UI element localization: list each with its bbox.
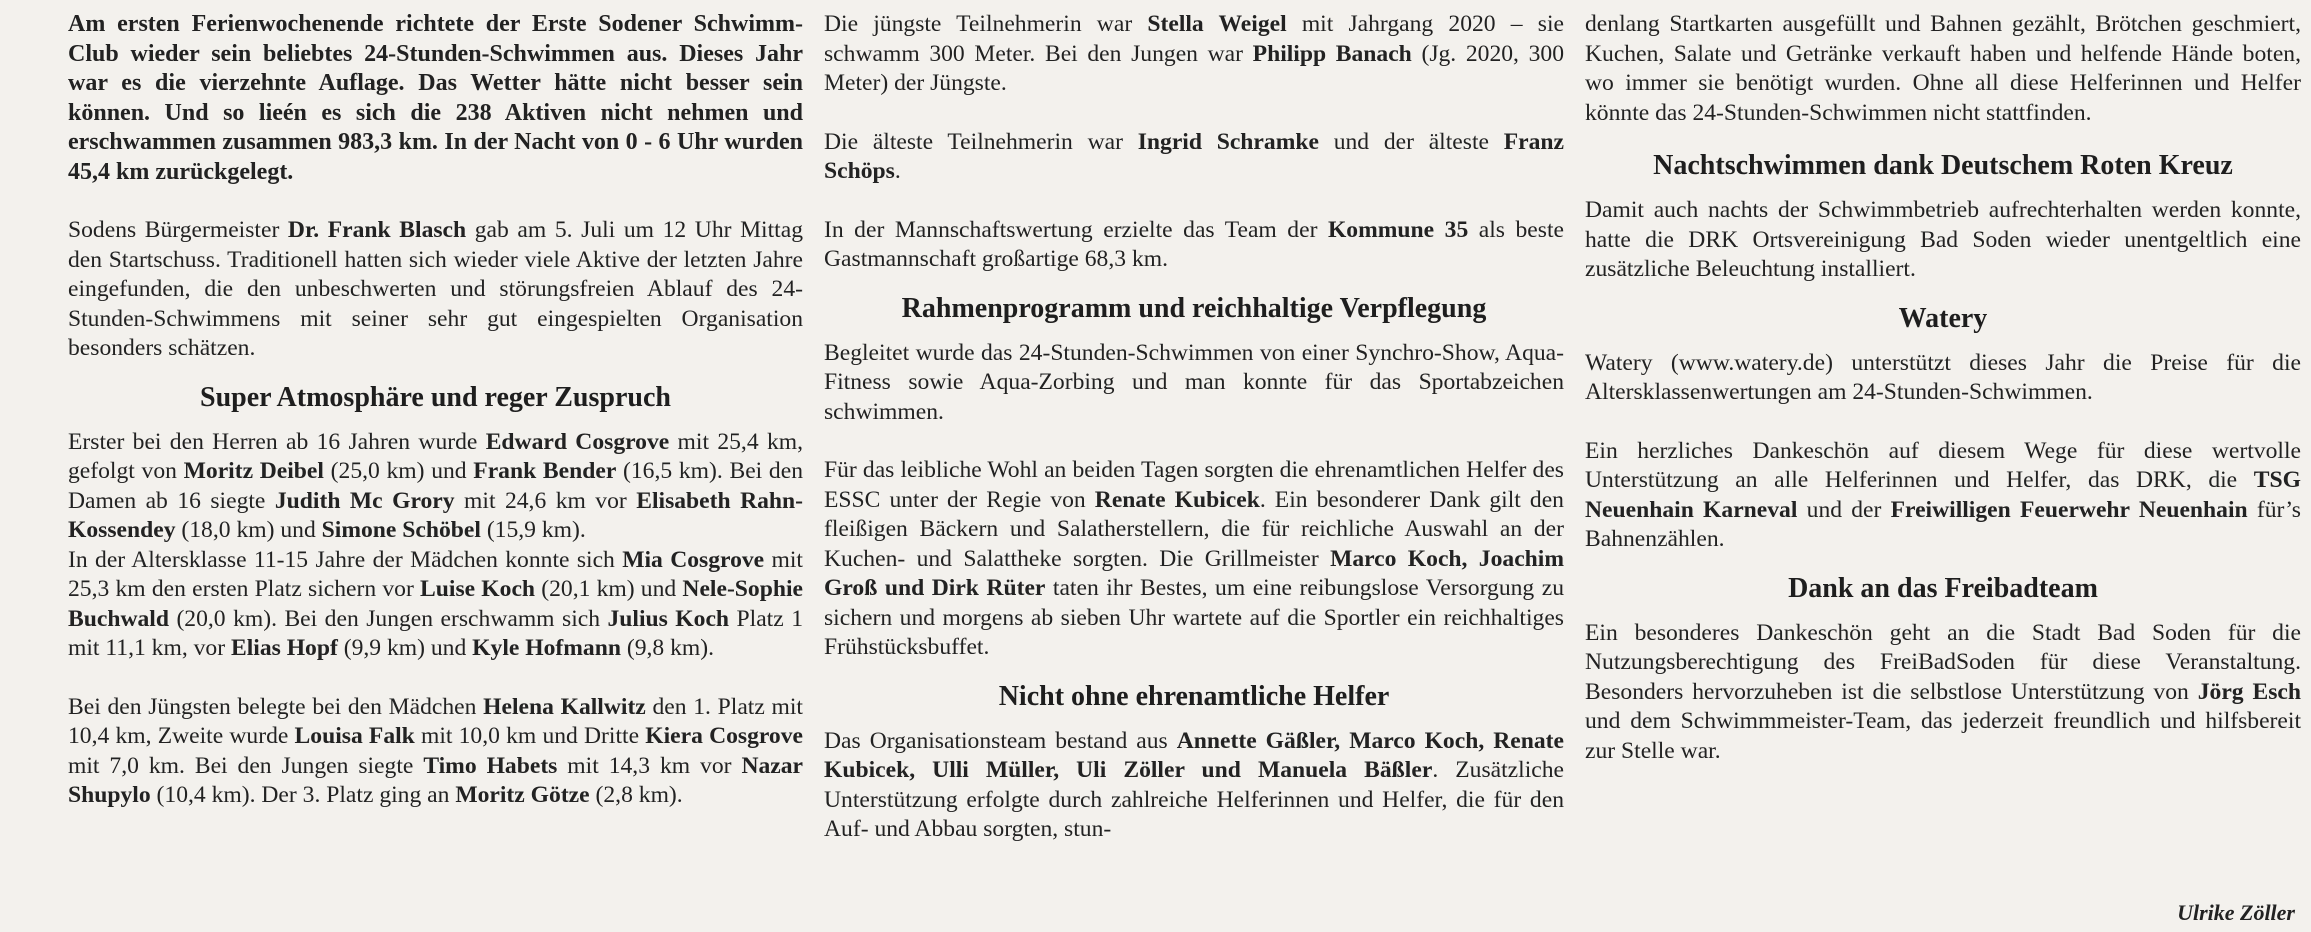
author-signature: Ulrike Zöller (2177, 900, 2295, 925)
column-2 (824, 10, 1564, 932)
paragraph: Die jüngste Teilnehmerin war Stella Weigel mit Jahrgang 2020 – sie schwamm 300 Meter. Bei den Jungen war Philipp Banach (Jg. 2020, 300 Meter) der Jüngste. (824, 11, 1565, 96)
column-3 (1585, 10, 2301, 932)
section-heading: Dank an das Freibadteam (1788, 572, 2098, 604)
section-heading: Watery (1898, 302, 1988, 334)
section-heading: Nicht ohne ehrenamtliche Helfer (998, 680, 1390, 712)
paragraph: Für das leibliche Wohl an beiden Tagen sorgten die ehrenamtlichen Helfer des ESSC unter der Regie von Renate Kubicek. Ein besonderer Dank gilt den fleißigen Bäckern und Salatherstellern, die für reichliche Auswahl an der Kuchen- und Salattheke sorgten. Die Grillmeister Marco Koch, Joachim Groß und Dirk Rüter taten ihr Bestes, um eine reibungslose Versorgung zu sichern und morgens ab sieben Uhr wartete auf die Sportler ein reichhaltiges Frühstücksbuffet. (824, 457, 1564, 660)
paragraph: In der Altersklasse 11-15 Jahre der Mädchen konnte sich Mia Cosgrove mit 25,3 km den ersten Platz sichern vor Luise Koch (20,1 km) und Nele-Sophie Buchwald (20,0 km). Bei den Jungen erschwamm sich Julius Koch Platz 1 mit 11,1 km, vor Elias Hopf (9,9 km) und Kyle Hofmann (9,8 km). (68, 546, 803, 661)
paragraph: Erster bei den Herren ab 16 Jahren wurde Edward Cosgrove mit 25,4 km, gefolgt von Moritz Deibel (25,0 km) und Frank Bender (16,5 km). Bei den Damen ab 16 siegte Judith Mc Grory mit 24,6 km vor Elisabeth Rahn-Kossendey (18,0 km) und Simone Schöbel (15,9 km). (68, 428, 804, 543)
section-heading: Nachtschwimmen dank Deutschem Roten Kreuz (1653, 150, 2233, 181)
section-heading: Rahmenprogramm und reichhaltige Verpflegung (901, 292, 1487, 324)
paragraph: Bei den Jüngsten belegte bei den Mädchen Helena Kallwitz den 1. Platz mit 10,4 km, Zweite wurde Louisa Falk mit 10,0 km und Dritte Kiera Cosgrove mit 7,0 km. Bei den Jungen siegte Timo Habets mit 14,3 km vor Nazar Shupylo (10,4 km). Der 3. Platz ging an Moritz Götze (2,8 km). (68, 693, 804, 808)
paragraph: Damit auch nachts der Schwimmbetrieb aufrechterhalten werden konnte, hatte die DRK Ortsvereinigung Bad Soden wieder unentgeltlich eine zusätzliche Beleuchtung installiert. (1585, 197, 2301, 282)
paragraph: Watery (www.watery.de) unterstützt dieses Jahr die Preise für die Altersklassenwertungen am 24-Stunden-Schwimmen. (1585, 349, 2301, 405)
paragraph: Ein herzliches Dankeschön auf diesem Wege für diese wertvolle Unterstützung an alle Helferinnen und Helfer, das DRK, die TSG Neuenhain Karneval und der Freiwilligen Feuerwehr Neuenhain für’s Bahnenzählen. (1585, 437, 2301, 552)
section-heading: Super Atmosphäre und reger Zuspruch (200, 381, 671, 413)
lead-paragraph: Am ersten Ferienwochenende richtete der Erste Sodener Schwimm-Club wieder sein beliebtes 24-Stunden-Schwimmen aus. Dieses Jahr war es die vierzehnte Auflage. Das Wetter hätte nicht besser sein können. Und so lieén es sich die 238 Aktiven nicht nehmen und erschwammen zusammen 983,3 km. In der Nacht von 0 - 6 Uhr wurden 45,4 km zurückgelegt. (68, 11, 803, 185)
paragraph: denlang Startkarten ausgefüllt und Bahnen gezählt, Brötchen geschmiert, Kuchen, Salate und Getränke verkauft haben und helfende Hände boten, wo immer sie benötigt wurden. Ohne all diese Helferinnen und Helfer könnte das 24-Stunden-Schwimmen nicht stattfinden. (1585, 11, 2301, 126)
column-1 (68, 10, 803, 932)
paragraph: Das Organisationsteam bestand aus Annette Gäßler, Marco Koch, Renate Kubicek, Ulli Müller, Uli Zöller und Manuela Bäßler. Zusätzliche Unterstützung erfolgte durch zahlreiche Helferinnen und Helfer, die für den Auf- und Abbau sorgten, stun- (824, 727, 1565, 842)
paragraph: Die älteste Teilnehmerin war Ingrid Schramke und der älteste Franz Schöps. (824, 128, 1565, 184)
paragraph: Sodens Bürgermeister Dr. Frank Blasch gab am 5. Juli um 12 Uhr Mittag den Startschuss. Traditionell hatten sich wieder viele Aktive der letzten Jahre eingefunden, die den unbeschwerten und störungsfreien Ablauf des 24-Stunden-Schwimmens mit seiner sehr gut eingespielten Organisation besonders schätzen. (68, 217, 803, 361)
paragraph: In der Mannschaftswertung erzielte das Team der Kommune 35 als beste Gastmannschaft großartige 68,3 km. (824, 216, 1564, 272)
paragraph: Begleitet wurde das 24-Stunden-Schwimmen von einer Synchro-Show, Aqua-Fitness sowie Aqua-Zorbing und man konnte für das Sportabzeichen schwimmen. (824, 339, 1564, 425)
paragraph: Ein besonderes Dankeschön geht an die Stadt Bad Soden für die Nutzungsberechtigung des FreiBadSoden für diese Veranstaltung. Besonders hervorzuheben ist die selbstlose Unterstützung von Jörg Esch und dem Schwimmmeister-Team, das jederzeit freundlich und hilfsbereit zur Stelle war. (1585, 619, 2301, 764)
